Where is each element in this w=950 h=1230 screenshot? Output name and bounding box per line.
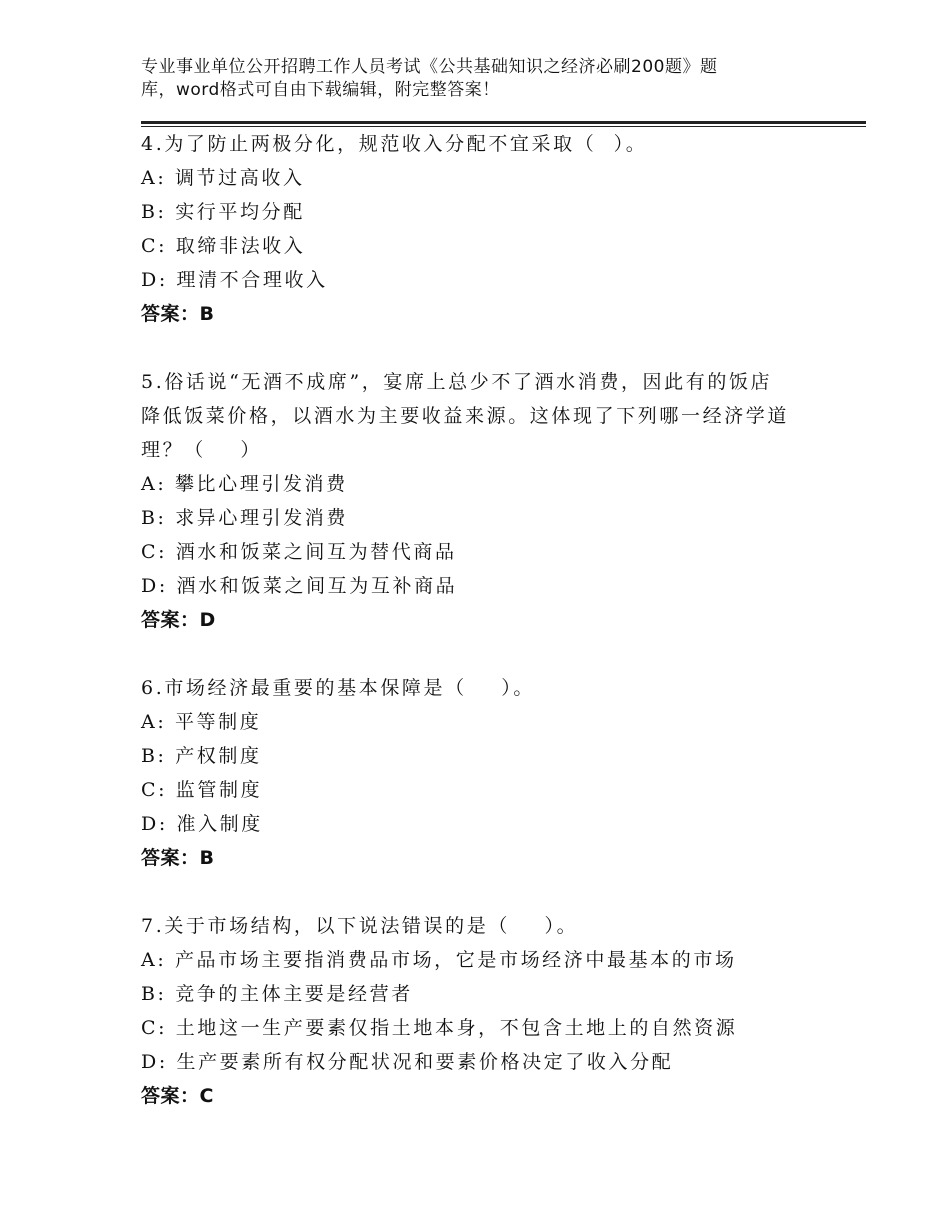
option-a: A: 产品市场主要指消费品市场，它是市场经济中最基本的市场	[141, 949, 737, 971]
option-d: D: 准入制度	[141, 813, 263, 835]
answer-label: 答案：B	[141, 847, 215, 869]
answer-label: 答案：D	[141, 609, 216, 631]
option-c: C: 土地这一生产要素仅指土地本身，不包含土地上的自然资源	[141, 1017, 738, 1039]
question-stem: 5.俗话说“无酒不成席”，宴席上总少不了酒水消费，因此有的饭店	[141, 371, 773, 393]
option-a: A: 平等制度	[141, 711, 262, 733]
option-c: C: 监管制度	[141, 779, 263, 801]
question-6	[141, 671, 831, 875]
question-7	[141, 909, 831, 1113]
question-stem: 理？（ ）	[141, 439, 262, 461]
option-c: C: 取缔非法收入	[141, 235, 306, 257]
option-a: A: 调节过高收入	[141, 167, 305, 189]
question-stem: 降低饭菜价格，以酒水为主要收益来源。这体现了下列哪一经济学道	[141, 405, 790, 427]
option-b: B: 求异心理引发消费	[141, 507, 349, 529]
question-4	[141, 127, 831, 331]
option-d: D: 理清不合理收入	[141, 269, 328, 291]
header-line-2: 库，word格式可自由下载编辑，附完整答案！	[141, 80, 500, 100]
document-header	[141, 56, 781, 102]
option-a: A: 攀比心理引发消费	[141, 473, 348, 495]
option-c: C: 酒水和饭菜之间互为替代商品	[141, 541, 457, 563]
answer-label: 答案：C	[141, 1085, 214, 1107]
question-stem: 6.市场经济最重要的基本保障是（ ）。	[141, 677, 535, 699]
header-rule-thick	[141, 121, 866, 124]
header-line-1: 专业事业单位公开招聘工作人员考试《公共基础知识之经济必刷200题》题	[141, 57, 718, 77]
option-b: B: 竞争的主体主要是经营者	[141, 983, 413, 1005]
question-5	[141, 365, 831, 637]
question-stem: 4.为了防止两极分化，规范收入分配不宜采取（ ）。	[141, 133, 648, 155]
question-stem: 7.关于市场结构，以下说法错误的是（ ）。	[141, 915, 579, 937]
option-d: D: 生产要素所有权分配状况和要素价格决定了收入分配	[141, 1051, 674, 1073]
answer-label: 答案：B	[141, 303, 215, 325]
option-b: B: 产权制度	[141, 745, 262, 767]
option-b: B: 实行平均分配	[141, 201, 305, 223]
question-list	[141, 127, 831, 1147]
option-d: D: 酒水和饭菜之间互为互补商品	[141, 575, 458, 597]
